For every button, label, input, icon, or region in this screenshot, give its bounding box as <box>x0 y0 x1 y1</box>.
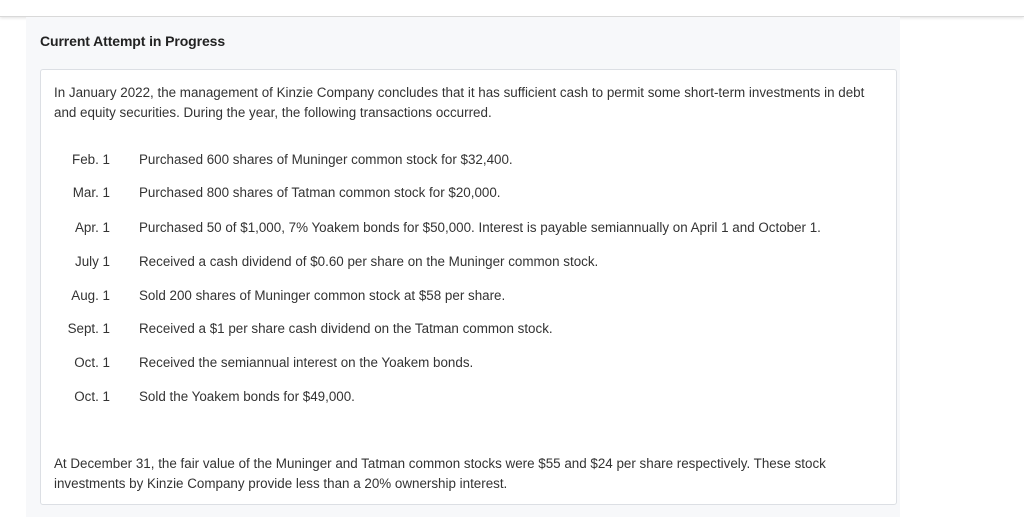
transaction-date: July 1 <box>75 254 110 269</box>
transaction-description: Received a $1 per share cash dividend on the Tatman common stock. <box>139 321 553 336</box>
transaction-description: Purchased 50 of $1,000, 7% Yoakem bonds for $50,000. Interest is payable semiannually on April 1 and October 1. <box>139 220 821 235</box>
transaction-date: Oct. 1 <box>74 355 110 370</box>
transaction-description: Sold the Yoakem bonds for $49,000. <box>139 389 355 404</box>
transaction-description: Purchased 800 shares of Tatman common stock for $20,000. <box>139 185 501 200</box>
transaction-description: Purchased 600 shares of Muninger common stock for $32,400. <box>139 152 513 167</box>
transaction-date: Apr. 1 <box>75 220 110 235</box>
transaction-date: Oct. 1 <box>74 389 110 404</box>
problem-closing: At December 31, the fair value of the Muninger and Tatman common stocks were $55 and $24 per share respectively. These stock investments by Kinzie Company provide less than a 20% ownership interest. <box>54 456 826 491</box>
top-toolbar-edge <box>0 0 1024 17</box>
transaction-date: Sept. 1 <box>67 321 110 336</box>
transaction-description: Sold 200 shares of Muninger common stock at $58 per share. <box>139 288 506 303</box>
transaction-date: Aug. 1 <box>71 288 110 303</box>
transaction-date: Mar. 1 <box>72 185 110 200</box>
transaction-description: Received a cash dividend of $0.60 per share on the Muninger common stock. <box>139 254 599 269</box>
transaction-date: Feb. 1 <box>72 152 110 167</box>
attempt-status-label: Current Attempt in Progress <box>40 33 226 49</box>
transaction-description: Received the semiannual interest on the Yoakem bonds. <box>139 355 474 370</box>
problem-intro: In January 2022, the management of Kinzie Company concludes that it has sufficient cash to permit some short-term investments in debt and equity securities. During the year, the following transactions occurred. <box>54 85 865 120</box>
